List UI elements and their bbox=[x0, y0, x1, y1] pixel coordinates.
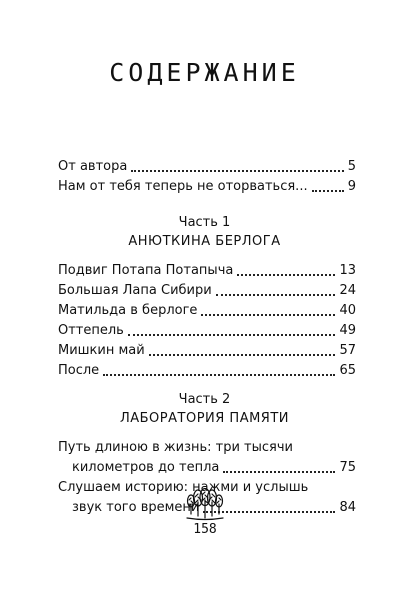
toc-entry-page: 84 bbox=[339, 500, 356, 515]
part-1-entries bbox=[58, 261, 356, 381]
toc-entry-page: 24 bbox=[339, 283, 356, 298]
page-number: 158 bbox=[193, 522, 217, 537]
toc-entry[interactable] bbox=[58, 321, 356, 341]
toc-entry-title-line1: Путь длиною в жизнь: три тысячи bbox=[58, 440, 293, 455]
toc-entry[interactable] bbox=[58, 361, 356, 381]
dot-leader bbox=[216, 294, 336, 296]
dot-leader bbox=[103, 374, 335, 376]
toc-entry-page: 13 bbox=[339, 263, 356, 278]
intro-entries bbox=[58, 157, 356, 197]
dot-leader bbox=[149, 354, 336, 356]
toc-entry[interactable] bbox=[58, 157, 356, 177]
part-2-title: ЛАБОРАТОРИЯ ПАМЯТИ bbox=[119, 411, 290, 426]
toc-entry-page: 9 bbox=[347, 179, 356, 194]
toc-entry[interactable] bbox=[58, 177, 356, 197]
dot-leader bbox=[201, 314, 335, 316]
toc-entry-page: 75 bbox=[339, 460, 356, 475]
toc-entry-title-line1: Слушаем историю: нажми и услышь bbox=[58, 480, 309, 495]
toc-entry-page: 49 bbox=[339, 323, 356, 338]
dot-leader bbox=[312, 190, 344, 192]
toc-entry[interactable] bbox=[58, 341, 356, 361]
toc-entry-title: Матильда в берлоге bbox=[58, 303, 198, 318]
toc-entry-title-line2: километров до тепла bbox=[72, 460, 220, 475]
toc-entry-page: 57 bbox=[339, 343, 356, 358]
toc-entry-title: Нам от тебя теперь не оторваться... bbox=[58, 179, 308, 194]
toc-entry-title: От автора bbox=[58, 159, 128, 174]
toc-entry-title: Мишкин май bbox=[58, 343, 145, 358]
toc-entry[interactable] bbox=[58, 281, 356, 301]
toc-entry-page: 40 bbox=[339, 303, 356, 318]
page-title: СОДЕРЖАНИЕ bbox=[109, 58, 300, 87]
toc-entry[interactable] bbox=[58, 261, 356, 281]
toc-entry-title-line2: звук того времени bbox=[72, 500, 200, 515]
toc-entry-title: Оттепель bbox=[58, 323, 124, 338]
dot-leader bbox=[237, 274, 335, 276]
page-footer bbox=[183, 488, 227, 540]
toc-entry[interactable] bbox=[58, 438, 356, 478]
forest-trees-icon bbox=[185, 488, 225, 522]
toc-entry-title: Подвиг Потапа Потапыча bbox=[58, 263, 234, 278]
toc-entry-page: 65 bbox=[339, 363, 356, 378]
dot-leader bbox=[131, 170, 343, 172]
part-2-label: Часть 2 bbox=[178, 392, 231, 407]
toc-entry-title: После bbox=[58, 363, 100, 378]
dot-leader bbox=[128, 334, 336, 336]
dot-leader bbox=[223, 471, 335, 473]
toc-entry[interactable] bbox=[58, 301, 356, 321]
toc-entry-page: 5 bbox=[347, 159, 356, 174]
toc-entry-title: Большая Лапа Сибири bbox=[58, 283, 212, 298]
part-1-label: Часть 1 bbox=[178, 215, 231, 230]
part-1-title: АНЮТКИНА БЕРЛОГА bbox=[128, 234, 281, 249]
